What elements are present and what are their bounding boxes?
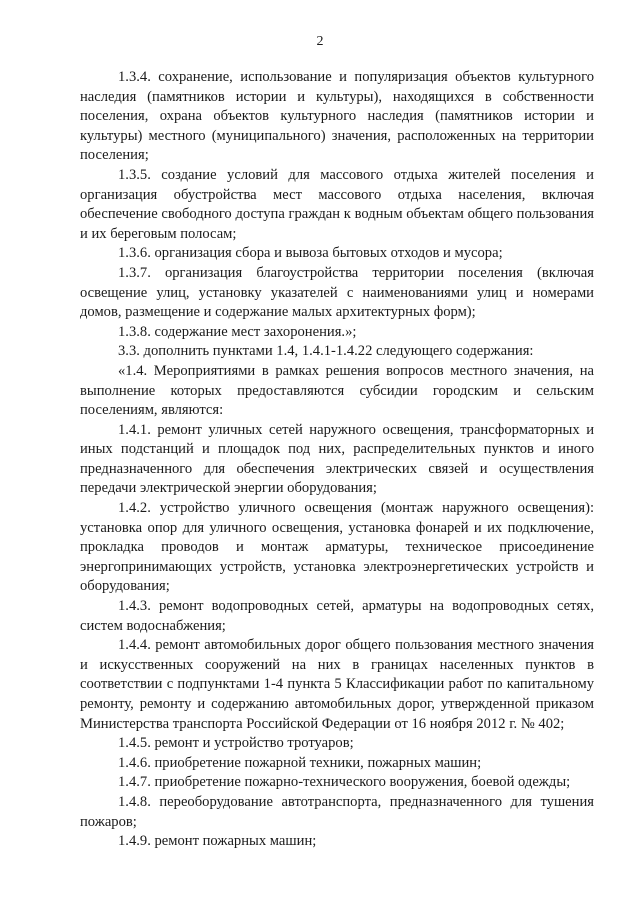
paragraph-1-4-3: 1.4.3. ремонт водопроводных сетей, арматуры на водопроводных сетях, систем водоснабжения;	[80, 598, 594, 634]
paragraph-1-4-5: 1.4.5. ремонт и устройство тротуаров;	[118, 735, 354, 752]
paragraph-1-4-2: 1.4.2. устройство уличного освещения (монтаж наружного освещения): установка опор для уличного освещения, установка фонарей и их подключение, прокладка проводов и монтаж арматуры, техническое присоединение энергопринимающих устройств, установка электроэнергетических устройств и оборудования;	[80, 500, 594, 595]
paragraph-1-4: «1.4. Мероприятиями в рамках решения вопросов местного значения, на выполнение которых предоставляются субсидии городским и сельским поселениям, являются:	[80, 362, 594, 419]
paragraph-1-4-8: 1.4.8. переоборудование автотранспорта, предназначенного для тушения пожаров;	[80, 793, 594, 830]
paragraph-3-3: 3.3. дополнить пунктами 1.4, 1.4.1-1.4.22 следующего содержания:	[118, 343, 534, 360]
paragraph-1-3-6: 1.3.6. организация сбора и вывоза бытовых отходов и мусора;	[118, 245, 503, 262]
paragraph-1-4-7: 1.4.7. приобретение пожарно-технического вооружения, боевой одежды;	[118, 774, 571, 791]
paragraph-1-3-5: 1.3.5. создание условий для массового отдыха жителей поселения и организация обустройства мест массового отдыха населения, включая обеспечение свободного доступа граждан к водным объектам общего пользования и их береговым полосам;	[80, 166, 594, 242]
paragraph-1-4-4: 1.4.4. ремонт автомобильных дорог общего пользования местного значения и искусственных сооружений на них в границах населенных пунктов в соответствии с подпунктами 1-4 пункта 5 Классификации работ по капитальному ремонту, ремонту и содержанию автомобильных дорог, утвержденной приказом Министерства транспорта Российской Федерации от 16 ноября 2012 г. № 402;	[80, 637, 594, 732]
paragraph-1-4-9: 1.4.9. ремонт пожарных машин;	[118, 833, 317, 850]
paragraph-1-3-8: 1.3.8. содержание мест захоронения.»;	[118, 323, 357, 340]
page-number: 2	[316, 34, 324, 49]
document-body	[80, 68, 594, 852]
paragraph-1-3-4: 1.3.4. сохранение, использование и популяризация объектов культурного наследия (памятников истории и культуры), находящихся в собственности поселения, охрана объектов культурного наследия (памятников истории и культуры) местного (муниципального) значения, расположенных на территории поселения;	[80, 69, 594, 164]
paragraph-1-4-6: 1.4.6. приобретение пожарной техники, пожарных машин;	[118, 754, 482, 771]
paragraph-1-4-1: 1.4.1. ремонт уличных сетей наружного освещения, трансформаторных и иных подстанций и площадок под них, распределительных пунктов и иного предназначенного для обеспечения электрических связей и осуществления передачи электрической энергии оборудования;	[80, 421, 594, 497]
paragraph-1-3-7: 1.3.7. организация благоустройства территории поселения (включая освещение улиц, установку указателей с наименованиями улиц и номерами домов, размещение и содержание малых архитектурных форм);	[80, 264, 594, 321]
